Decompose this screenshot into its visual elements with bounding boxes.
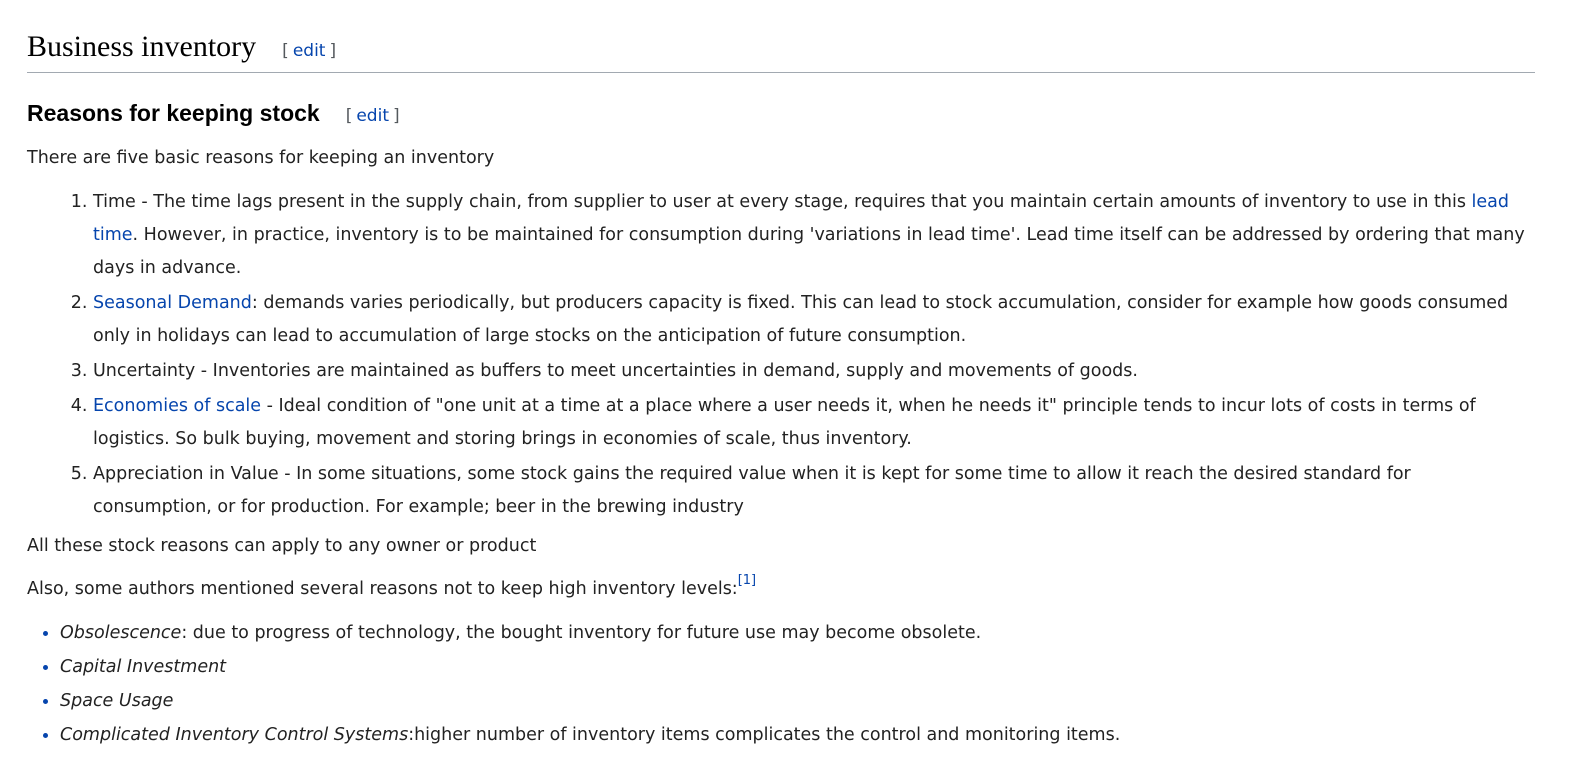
reason-text: Appreciation in Value - In some situations, some stock gains the required value when it is kept for some time to allow it reach the desired standard for consumption, or for production. For example; beer in the brewing industry bbox=[93, 464, 1411, 517]
also-paragraph bbox=[27, 573, 1535, 602]
summary-paragraph: All these stock reasons can apply to any owner or product bbox=[27, 536, 537, 556]
bracket-open: [ bbox=[282, 41, 289, 61]
also-text: Also, some authors mentioned several reasons not to keep high inventory levels: bbox=[27, 579, 738, 599]
list-item-term: Obsolescence bbox=[60, 623, 182, 643]
section-title: Business inventory bbox=[27, 30, 257, 63]
bracket-close: ] bbox=[329, 41, 337, 61]
bullet-icon bbox=[43, 631, 48, 636]
reasons-list bbox=[27, 186, 1535, 524]
bullet-icon bbox=[43, 699, 48, 704]
reference-superscript bbox=[738, 573, 756, 588]
list-item-term: Capital Investment bbox=[60, 657, 227, 677]
reason-text: Uncertainty - Inventories are maintained as buffers to meet uncertainties in demand, supply and movements of goods. bbox=[93, 361, 1138, 381]
edit-subsection-link-wrapper bbox=[342, 106, 404, 126]
reason-item bbox=[93, 287, 1535, 353]
list-item bbox=[60, 718, 1535, 752]
bullet-icon bbox=[43, 733, 48, 738]
lead-time-link[interactable]: lead time bbox=[93, 192, 1509, 245]
intro-paragraph: There are five basic reasons for keeping an inventory bbox=[27, 148, 495, 168]
list-item bbox=[60, 650, 1535, 684]
bullet-icon bbox=[43, 665, 48, 670]
not-reasons-list bbox=[27, 616, 1535, 752]
reason-text: Time - The time lags present in the supply chain, from supplier to user at every stage, requires that you maintain certain amounts of inventory to use in this bbox=[93, 192, 1472, 212]
edit-section-link[interactable]: edit bbox=[292, 41, 326, 61]
bracket-close: ] bbox=[392, 106, 400, 126]
list-item-desc: : due to progress of technology, the bought inventory for future use may become obsolete. bbox=[181, 623, 982, 643]
list-item-term: Complicated Inventory Control Systems bbox=[60, 725, 409, 745]
section-heading bbox=[27, 29, 1535, 73]
reason-item bbox=[93, 458, 1535, 524]
edit-section-link-wrapper bbox=[278, 41, 340, 61]
list-item bbox=[60, 684, 1535, 718]
reason-item bbox=[93, 355, 1535, 388]
reason-text: - Ideal condition of "one unit at a time at a place where a user needs it, when he needs it" principle tends to incur lots of costs in terms of logistics. So bulk buying, movement and storing brings in economies of scale, thus inventory. bbox=[93, 396, 1476, 449]
list-item-term: Space Usage bbox=[60, 691, 174, 711]
bracket-open: [ bbox=[345, 106, 353, 126]
list-item bbox=[60, 616, 1535, 650]
list-item-desc: :higher number of inventory items complicates the control and monitoring items. bbox=[408, 725, 1121, 745]
reason-text: : demands varies periodically, but producers capacity is fixed. This can lead to stock accumulation, consider for example how goods consumed only in holidays can lead to accumulation of large stocks on the anticipation of future consumption. bbox=[93, 293, 1509, 346]
article-content bbox=[27, 0, 1535, 752]
edit-subsection-link[interactable]: edit bbox=[356, 106, 389, 126]
reference-link[interactable]: [1] bbox=[737, 573, 757, 589]
reason-item bbox=[93, 390, 1535, 456]
economies-of-scale-link[interactable]: Economies of scale bbox=[93, 396, 262, 416]
subsection-title: Reasons for keeping stock bbox=[27, 100, 320, 126]
subsection-heading bbox=[27, 98, 1535, 131]
reason-item bbox=[93, 186, 1535, 285]
reason-text: . However, in practice, inventory is to be maintained for consumption during 'variations in lead time'. Lead time itself can be addressed by ordering that many days in advance. bbox=[93, 225, 1525, 278]
seasonal-demand-link[interactable]: Seasonal Demand bbox=[93, 293, 252, 313]
